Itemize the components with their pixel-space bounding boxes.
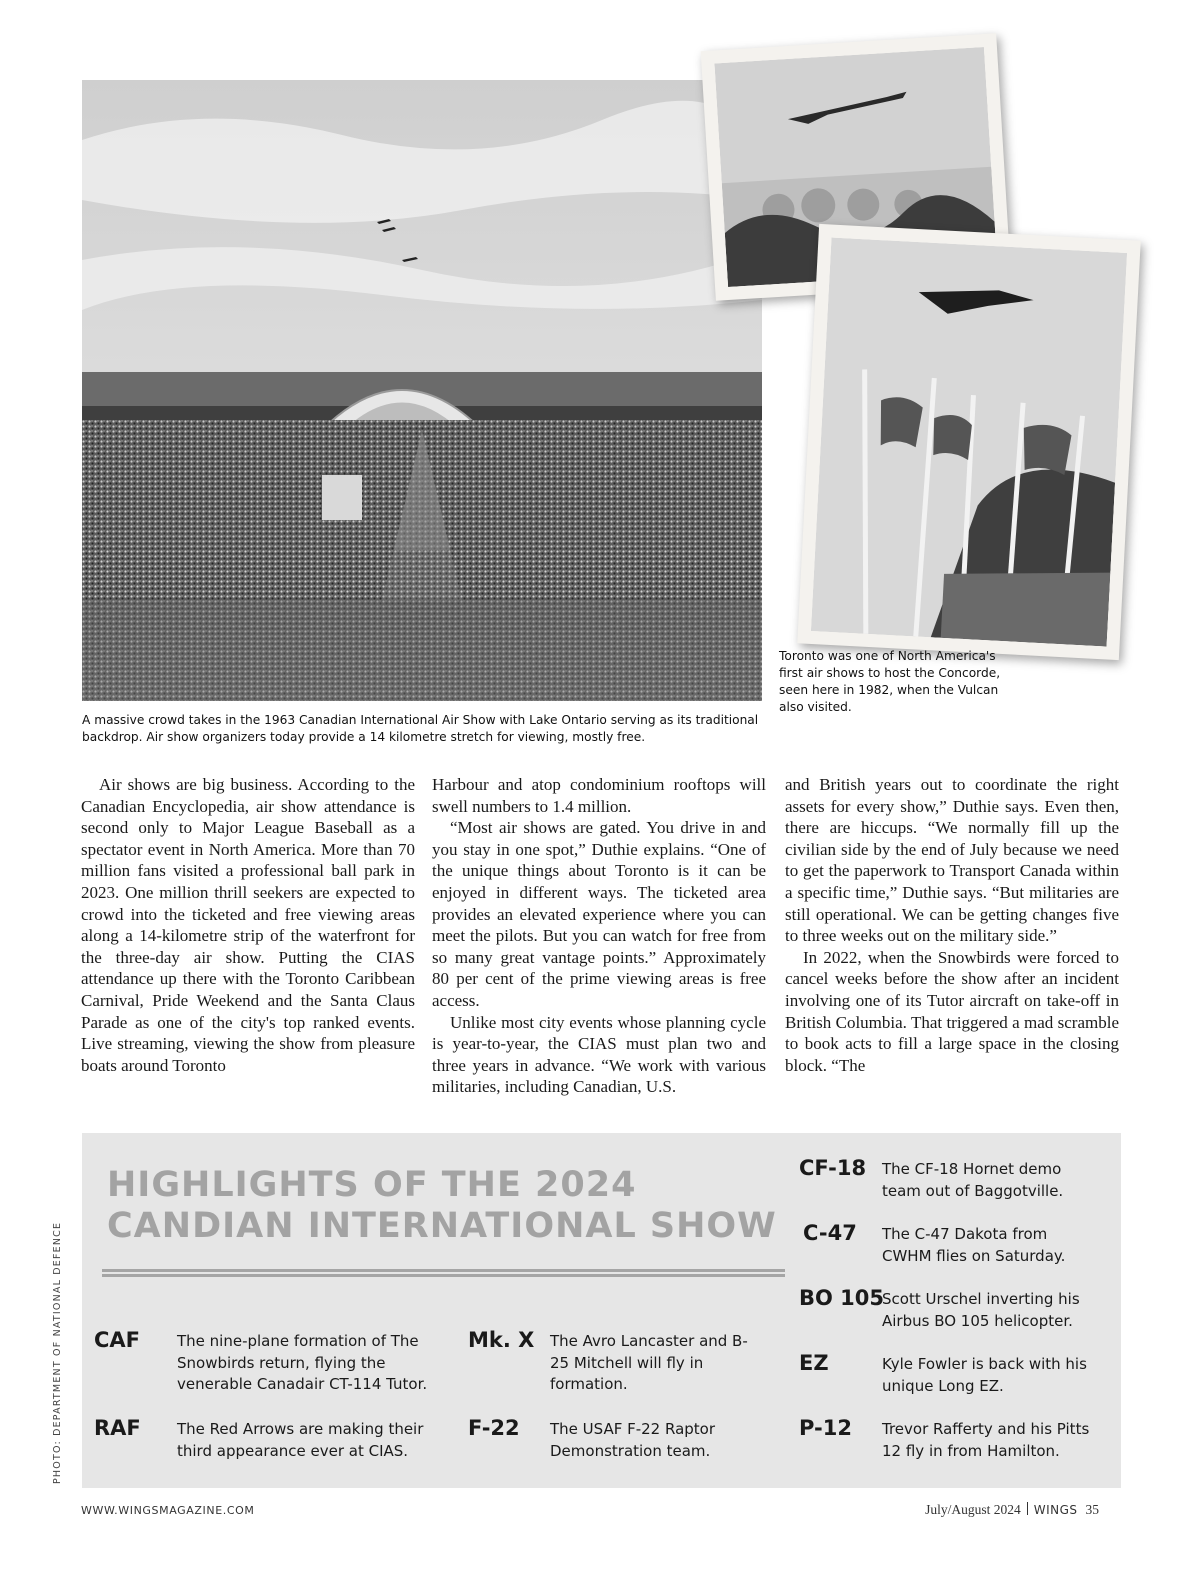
highlight-item <box>799 1221 1109 1271</box>
highlight-item <box>799 1416 1109 1466</box>
highlights-divider <box>102 1269 785 1277</box>
highlights-heading: HIGHLIGHTS OF THE 2024 CANDIAN INTERNATIONAL SHOW <box>107 1165 777 1246</box>
highlight-code: C-47 <box>803 1221 857 1245</box>
highlight-desc: Scott Urschel inverting his Airbus BO 105 helicopter. <box>882 1290 1080 1330</box>
highlight-item <box>468 1416 768 1466</box>
footer-website-link[interactable]: WWW.WINGSMAGAZINE.COM <box>81 1504 255 1517</box>
highlight-code: CAF <box>94 1328 141 1352</box>
highlight-code: CF-18 <box>799 1156 867 1180</box>
article-paragraph: Harbour and atop condominium rooftops will swell numbers to 1.4 million. <box>432 775 766 816</box>
highlight-desc: The Avro Lancaster and B-25 Mitchell will fly in formation. <box>550 1332 748 1393</box>
magazine-name: WINGS <box>1033 1503 1078 1517</box>
article-paragraph: “Most air shows are gated. You drive in and you stay in one spot,” Duthie explains. “One of the unique things about Toronto is it can be enjoyed in different ways. The ticketed area provides an elevated experience where you can meet the pilots. But you can watch for free from so many great vantage points.” Approximately 80 per cent of the prime viewing areas is free access. <box>432 818 766 1010</box>
highlight-code: BO 105 <box>799 1286 885 1310</box>
highlight-code: EZ <box>799 1351 829 1375</box>
highlight-item <box>799 1286 1109 1336</box>
highlight-desc: Trevor Rafferty and his Pitts 12 fly in from Hamilton. <box>882 1420 1090 1460</box>
page-number: 35 <box>1085 1502 1099 1517</box>
highlight-item <box>94 1416 454 1466</box>
highlight-desc: The Red Arrows are making their third appearance ever at CIAS. <box>177 1420 424 1460</box>
main-photo-caption: A massive crowd takes in the 1963 Canadian International Air Show with Lake Ontario serving as its traditional backdrop. Air show organizers today provide a 14 kilometre stretch for viewing, mostly free. <box>82 713 759 744</box>
highlight-code: P-12 <box>799 1416 852 1440</box>
highlight-item <box>468 1328 768 1398</box>
article-paragraph: In 2022, when the Snowbirds were forced to cancel weeks before the show after an incident involving one of its Tutor aircraft on take-off in British Columbia. That triggered a mad scramble to book acts to fill a large space in the closing block. “The <box>785 947 1119 1075</box>
highlight-desc: The C-47 Dakota from CWHM flies on Saturday. <box>882 1225 1066 1265</box>
vulcan-photo <box>797 224 1141 660</box>
footer-separator <box>1027 1502 1028 1515</box>
footer-folio <box>925 1502 1099 1518</box>
highlight-desc: The CF-18 Hornet demo team out of Baggotville. <box>882 1160 1064 1200</box>
article-paragraph: Unlike most city events whose planning cycle is year-to-year, the CIAS must plan two and three years in advance. “We work with various militaries, including Canadian, U.S. <box>432 1012 766 1097</box>
article-column-3 <box>785 774 1119 1076</box>
article-paragraph: Air shows are big business. According to the Canadian Encyclopedia, air show attendance is second only to Major League Baseball as a spectator event in North America. More than 70 million fans visited a professional ball park in 2023. One million thrill seekers are expected to crowd into the ticketed and free viewing areas along a 14-kilometre strip of the waterfront for the three-day air show. Putting the CIAS attendance up there with the Toronto Caribbean Carnival, Pride Weekend and the Santa Claus Parade as one of the city's top ranked events. Live streaming, viewing the show from pleasure boats around Toronto <box>81 775 415 1075</box>
article-column-1 <box>81 774 415 1076</box>
highlight-code: Mk. X <box>468 1328 535 1352</box>
side-photo-caption: Toronto was one of North America's first air shows to host the Concorde, seen here in 1982, when the Vulcan also visited. <box>779 649 1001 714</box>
highlight-code: RAF <box>94 1416 141 1440</box>
issue-date: July/August 2024 <box>925 1502 1021 1517</box>
article-paragraph: and British years out to coordinate the right assets for every show,” Duthie says. Even then, there are hiccups. “We normally fill up the civilian side by the end of July because we need to get the paperwork to Transport Canada within a specific time,” Duthie says. “But militaries are still operational. We can be getting changes five to three weeks out on the military side.” <box>785 775 1119 946</box>
highlights-box <box>82 1133 1121 1488</box>
article-column-2 <box>432 774 766 1098</box>
highlight-code: F-22 <box>468 1416 520 1440</box>
highlight-desc: The USAF F-22 Raptor Demonstration team. <box>550 1420 716 1460</box>
crowd-photo <box>82 80 762 701</box>
highlight-desc: The nine-plane formation of The Snowbirds return, flying the venerable Canadair CT-114 Tutor. <box>177 1332 428 1393</box>
highlight-item <box>94 1328 454 1398</box>
highlight-item <box>799 1351 1109 1401</box>
highlight-desc: Kyle Fowler is back with his unique Long EZ. <box>882 1355 1087 1395</box>
highlight-item <box>799 1156 1109 1206</box>
photo-credit: PHOTO: DEPARTMENT OF NATIONAL DEFENCE <box>52 1221 63 1484</box>
